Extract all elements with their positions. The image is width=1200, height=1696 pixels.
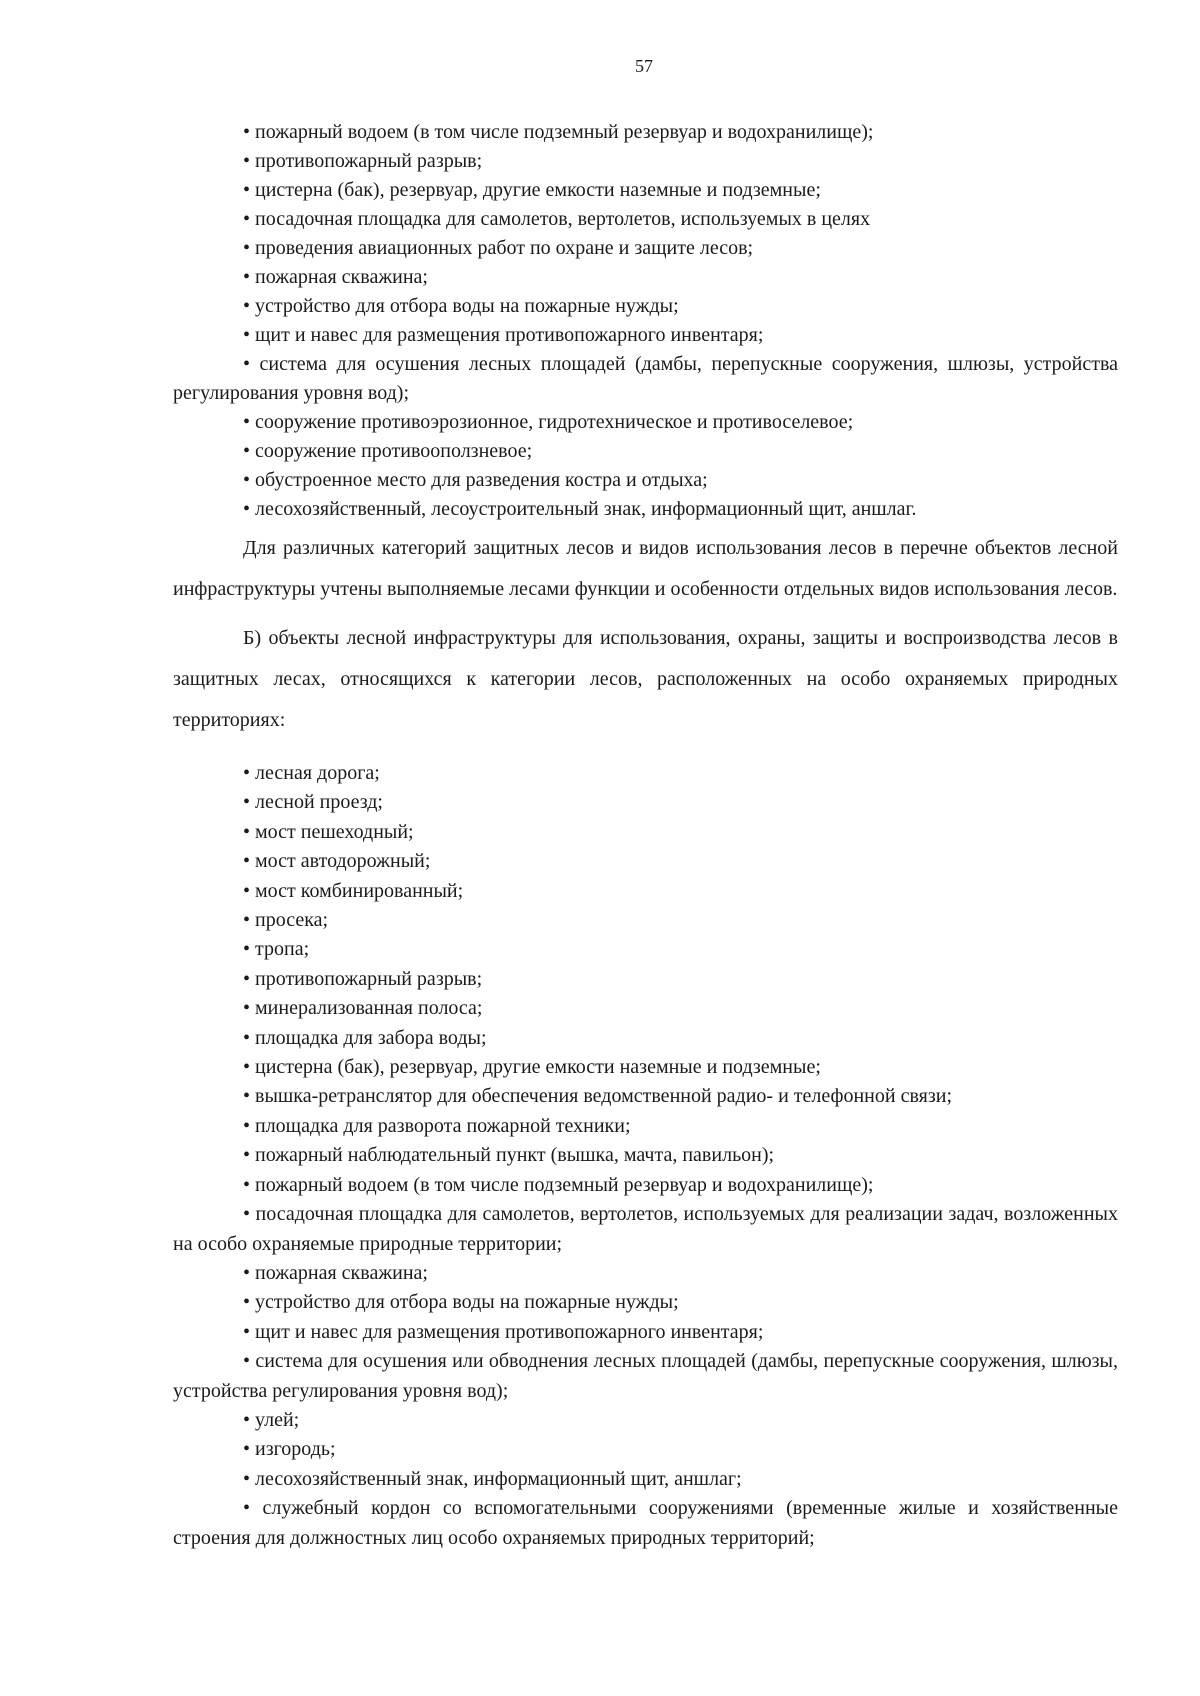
list-item: • устройство для отбора воды на пожарные нужды; — [243, 1291, 679, 1314]
list-item: • просека; — [243, 909, 329, 932]
document-body — [173, 118, 1118, 1553]
list-item: • лесохозяйственный знак, информационный щит, аншлаг; — [243, 1467, 742, 1490]
list-item: • щит и навес для размещения противопожарного инвентаря; — [243, 324, 764, 346]
list-item: • пожарный водоем (в том числе подземный резервуар и водохранилище); — [243, 121, 874, 143]
bullet-list-2 — [173, 759, 1118, 1553]
list-item: • пожарная скважина; — [243, 1261, 428, 1284]
list-item: • минерализованная полоса; — [243, 997, 483, 1020]
list-item: • щит и навес для размещения противопожарного инвентаря; — [243, 1320, 764, 1343]
list-item: • проведения авиационных работ по охране и защите лесов; — [243, 237, 754, 259]
list-item: • служебный кордон со вспомогательными сооружениями (временные жилые и хозяйственные строения для должностных лиц особо охраняемых природных территорий; — [173, 1497, 1118, 1549]
list-item: • лесная дорога; — [243, 762, 380, 784]
list-item: • вышка-ретранслятор для обеспечения ведомственной радио- и телефонной связи; — [243, 1085, 952, 1108]
list-item: • противопожарный разрыв; — [243, 150, 483, 172]
list-item: • лесной проезд; — [243, 791, 383, 814]
list-item: • пожарный водоем (в том числе подземный резервуар и водохранилище); — [243, 1173, 874, 1196]
list-item: • посадочная площадка для самолетов, вертолетов, используемых для реализации задач, возложенных на особо охраняемые природные территории; — [173, 1203, 1118, 1255]
list-item: • мост пешеходный; — [243, 820, 414, 843]
list-item: • тропа; — [243, 938, 310, 961]
list-item: • пожарная скважина; — [243, 266, 428, 288]
list-item: • улей; — [243, 1408, 300, 1431]
list-item: • сооружение противооползневое; — [243, 440, 533, 462]
bullet-list-1 — [173, 118, 1118, 524]
list-item: • мост комбинированный; — [243, 879, 464, 902]
list-item: • лесохозяйственный, лесоустроительный знак, информационный щит, аншлаг. — [243, 498, 917, 520]
list-item: • система для осушения или обводнения лесных площадей (дамбы, перепускные сооружения, шлюзы, устройства регулирования уровня вод); — [173, 1350, 1118, 1402]
list-item: • устройство для отбора воды на пожарные нужды; — [243, 295, 679, 317]
list-item: • посадочная площадка для самолетов, вертолетов, используемых в целях — [243, 208, 871, 230]
list-item: • обустроенное место для разведения костра и отдыха; — [243, 469, 708, 491]
list-item: • противопожарный разрыв; — [243, 967, 483, 990]
list-item: • пожарный наблюдательный пункт (вышка, мачта, павильон); — [243, 1144, 775, 1167]
page-number: 57 — [635, 56, 653, 76]
list-item: • сооружение противоэрозионное, гидротехническое и противоселевое; — [243, 411, 854, 433]
list-item: • площадка для забора воды; — [243, 1026, 487, 1049]
list-item: • площадка для разворота пожарной техники; — [243, 1114, 631, 1137]
list-item: • мост автодорожный; — [243, 850, 431, 873]
list-item: • изгородь; — [243, 1438, 336, 1461]
list-item: • система для осушения лесных площадей (дамбы, перепускные сооружения, шлюзы, устройства регулирования уровня вод); — [173, 353, 1118, 404]
list-item: • цистерна (бак), резервуар, другие емкости наземные и подземные; — [243, 179, 821, 201]
list-item: • цистерна (бак), резервуар, другие емкости наземные и подземные; — [243, 1056, 821, 1079]
paragraph-section-b: Б) объекты лесной инфраструктуры для использования, охраны, защиты и воспроизводства лесов в защитных лесах, относящихся к категории лесов, расположенных на особо охраняемых природных территориях: — [173, 627, 1118, 731]
paragraph-forest-categories: Для различных категорий защитных лесов и видов использования лесов в перечне объектов лесной инфраструктуры учтены выполняемые лесами функции и особенности отдельных видов использования лесов. — [173, 537, 1118, 600]
